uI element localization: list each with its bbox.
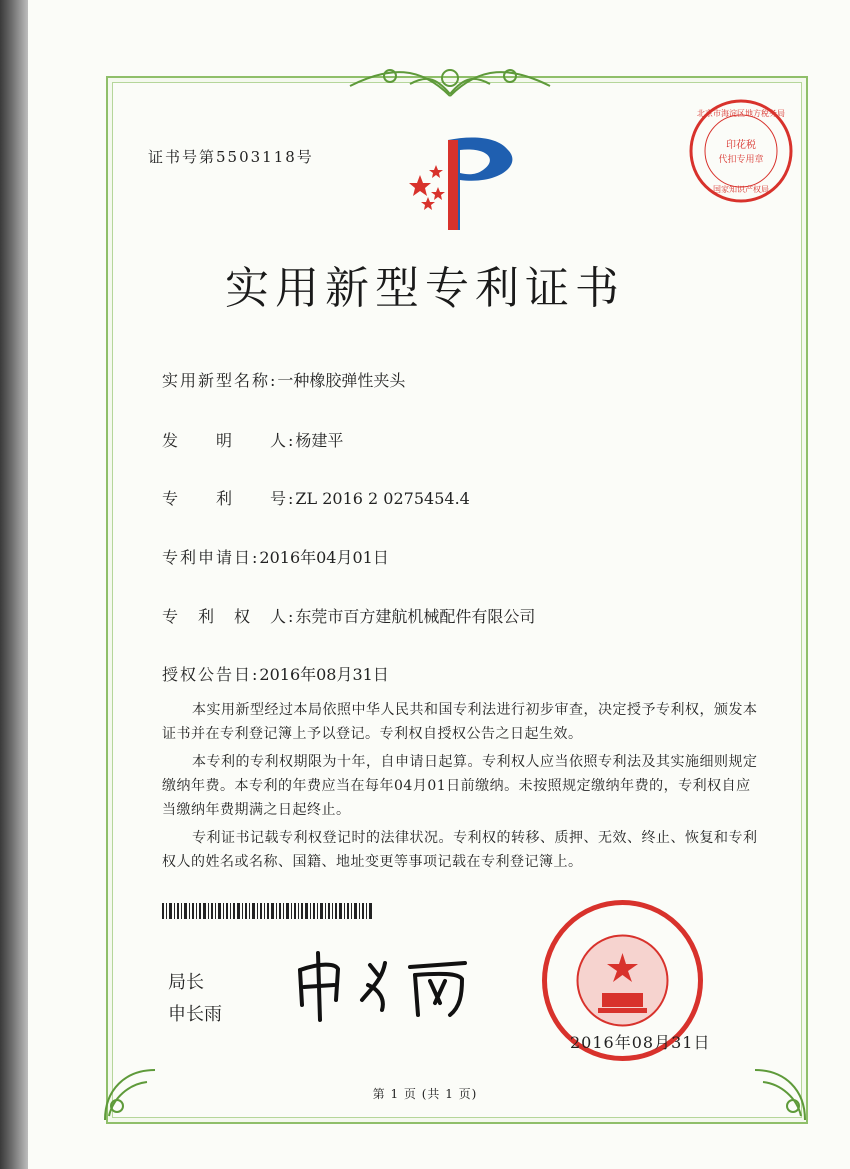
- tax-stamp-seal: [686, 96, 796, 206]
- field-value: 2016年04月01日: [259, 548, 389, 567]
- field-label: 实用新型名称:: [162, 371, 278, 390]
- certificate-number: 证书号第5503118号: [148, 148, 314, 166]
- certificate-body: [162, 698, 762, 878]
- field-patent-number: [162, 486, 470, 509]
- field-grant-date: [162, 662, 389, 685]
- field-value: 一种橡胶弹性夹头: [277, 371, 406, 390]
- svg-text:印花税: 印花税: [726, 140, 756, 151]
- book-spine-shadow: [0, 0, 28, 1169]
- field-value: 杨建平: [295, 431, 344, 450]
- director-title: 局长: [168, 972, 204, 993]
- svg-text:国家知识产权局: 国家知识产权局: [713, 185, 769, 194]
- top-ornament-icon: [330, 56, 570, 102]
- seal-date: 2016年08月31日: [570, 1033, 711, 1052]
- field-inventor: [162, 428, 343, 451]
- body-paragraph: 本实用新型经过本局依照中华人民共和国专利法进行初步审查，决定授予专利权，颁发本证书并在专利登记簿上予以登记。专利权自授权公告之日起生效。: [162, 702, 758, 742]
- field-application-date: [162, 545, 389, 568]
- field-label: 专 利 号:: [162, 489, 296, 508]
- certificate-title: 实用新型专利证书: [225, 263, 625, 314]
- body-paragraph: 本专利的专利权期限为十年，自申请日起算。专利权人应当依照专利法及其实施细则规定缴纳年费。本专利的年费应当在每年04月01日前缴纳。未按照规定缴纳年费的，专利权自应当缴纳年费期满之日起终止。: [162, 754, 758, 818]
- field-patentee: [162, 604, 535, 627]
- field-label: 专利申请日:: [162, 548, 260, 567]
- field-value: ZL 2016 2 0275454.4: [295, 489, 470, 508]
- field-label: 专 利 权 人:: [162, 607, 296, 626]
- body-paragraph: 专利证书记载专利权登记时的法律状况。专利权的转移、质押、无效、终止、恢复和专利权人的姓名或名称、国籍、地址变更等事项记载在专利登记簿上。: [162, 830, 758, 870]
- director-name: 申长雨: [168, 1004, 222, 1025]
- barcode: [162, 903, 374, 919]
- svg-text:代扣专用章: 代扣专用章: [718, 155, 764, 165]
- field-utility-model-name: [162, 368, 405, 391]
- page-number: 第 1 页 (共 1 页): [372, 1087, 478, 1101]
- field-label: 发 明 人:: [162, 431, 296, 450]
- svg-text:北京市海淀区地方税务局: 北京市海淀区地方税务局: [697, 109, 785, 118]
- field-label: 授权公告日:: [162, 665, 260, 684]
- field-value: 2016年08月31日: [259, 665, 389, 684]
- field-value: 东莞市百方建航机械配件有限公司: [295, 607, 536, 626]
- patent-office-logo-icon: [398, 135, 528, 235]
- handwritten-signature: [290, 945, 480, 1025]
